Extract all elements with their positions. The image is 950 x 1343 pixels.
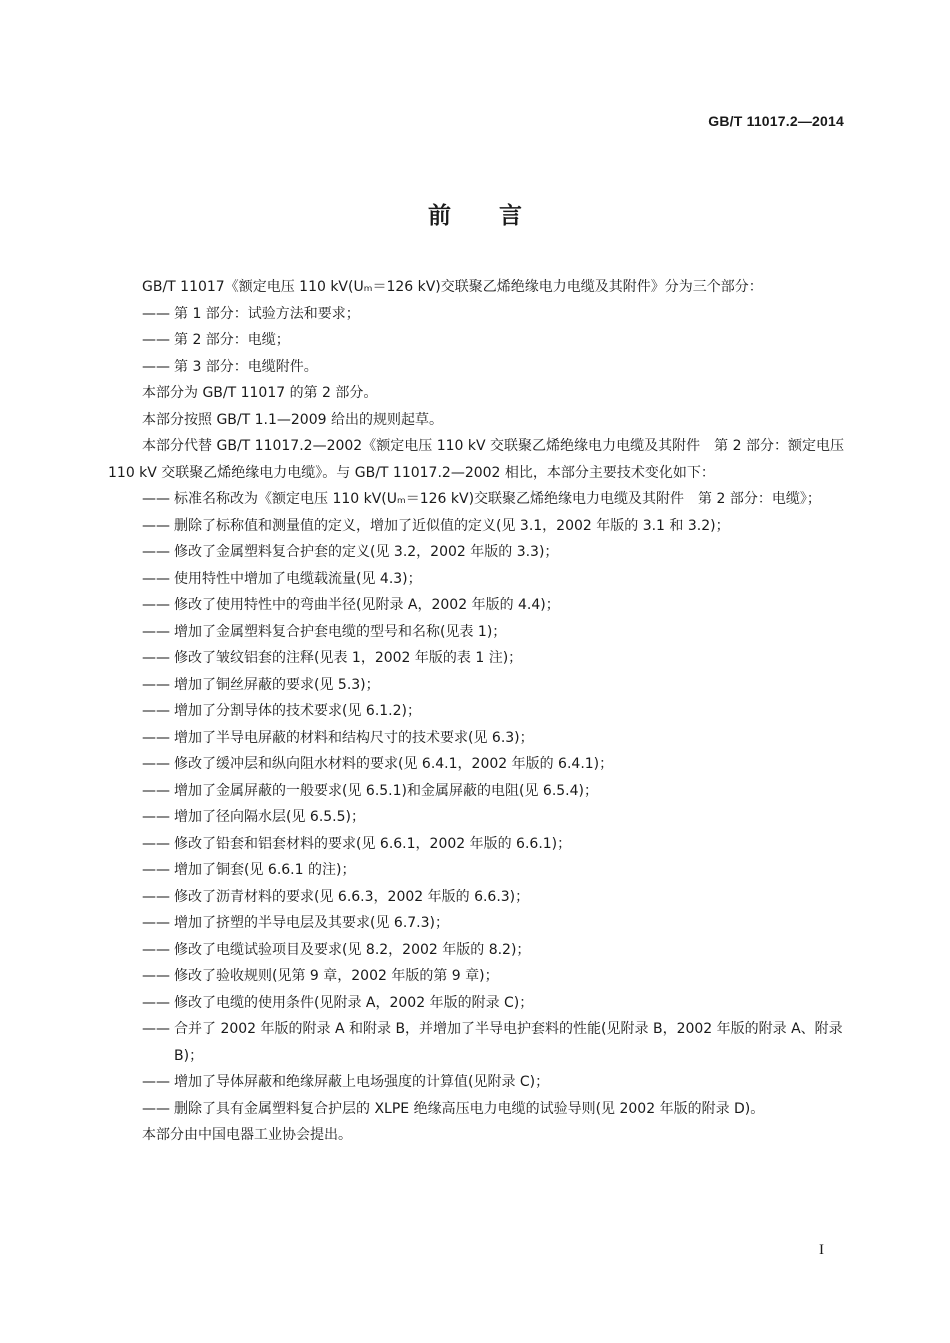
dash-glyph: —— bbox=[142, 623, 170, 640]
dash-glyph: —— bbox=[142, 862, 170, 878]
dash-glyph: —— bbox=[142, 941, 170, 958]
paragraph: 本部分代替 GB/T 11017.2—2002《额定电压 110 kV 交联聚乙烯绝缘电力电缆及其附件 第 2 部分：额定电压 110 kV 交联聚乙烯绝缘电力电缆》。与 GB/T 11017.2—2002 相比，本部分主要技术变化如下： bbox=[108, 438, 844, 481]
list-item: —— 修改了铅套和铝套材料的要求(见 6.6.1，2002 年版的 6.6.1)； bbox=[108, 831, 844, 858]
dash-glyph: —— bbox=[142, 782, 170, 799]
list-item: —— 删除了标称值和测量值的定义，增加了近似值的定义(见 3.1，2002 年版的 3.1 和 3.2)； bbox=[108, 513, 844, 540]
list-item: —— 增加了导体屏蔽和绝缘屏蔽上电场强度的计算值(见附录 C)； bbox=[108, 1069, 844, 1096]
dash-glyph: —— bbox=[142, 544, 170, 560]
paragraph: 本部分为 GB/T 11017 的第 2 部分。 bbox=[142, 385, 378, 401]
list-item: —— 使用特性中增加了电缆载流量(见 4.3)； bbox=[108, 566, 844, 593]
list-item: —— 增加了金属屏蔽的一般要求(见 6.5.1)和金属屏蔽的电阻(见 6.5.4)； bbox=[108, 778, 844, 805]
dash-glyph: —— bbox=[142, 703, 170, 719]
dash-glyph: —— bbox=[142, 915, 170, 931]
dash-glyph: —— bbox=[142, 1021, 170, 1037]
list-item: —— 修改了金属塑料复合护套的定义(见 3.2，2002 年版的 3.3)； bbox=[108, 539, 844, 566]
list-item: —— 修改了电缆的使用条件(见附录 A，2002 年版的附录 C)； bbox=[108, 990, 844, 1017]
list-item: —— 修改了电缆试验项目及要求(见 8.2，2002 年版的 8.2)； bbox=[108, 937, 844, 964]
page-title: 前言 bbox=[428, 203, 570, 229]
dash-glyph: —— bbox=[142, 597, 170, 613]
list-item: —— 增加了挤塑的半导电层及其要求(见 6.7.3)； bbox=[108, 910, 844, 937]
list-item: —— 第 2 部分：电缆； bbox=[108, 327, 844, 354]
list-item: —— 合并了 2002 年版的附录 A 和附录 B，并增加了半导电护套料的性能(见附录 B，2002 年版的附录 A、附录 B)； bbox=[108, 1016, 844, 1069]
dash-glyph: —— bbox=[142, 332, 170, 348]
dash-glyph: —— bbox=[142, 888, 170, 905]
dash-glyph: —— bbox=[142, 729, 170, 746]
dash-glyph: —— bbox=[142, 809, 170, 825]
dash-glyph: —— bbox=[142, 650, 170, 666]
dash-glyph: —— bbox=[142, 756, 170, 772]
list-item: —— 第 3 部分：电缆附件。 bbox=[108, 354, 844, 381]
standard-code: GB/T 11017.2—2014 bbox=[708, 113, 844, 129]
list-item: —— 增加了金属塑料复合护套电缆的型号和名称(见表 1)； bbox=[108, 619, 844, 646]
dash-glyph: —— bbox=[142, 994, 170, 1011]
list-item: —— 增加了半导电屏蔽的材料和结构尺寸的技术要求(见 6.3)； bbox=[108, 725, 844, 752]
dash-glyph: —— bbox=[142, 517, 170, 534]
foreword-body bbox=[108, 274, 844, 1149]
page-number: I bbox=[819, 1242, 824, 1258]
intro-paragraph: GB/T 11017《额定电压 110 kV(Uₘ＝126 kV)交联聚乙烯绝缘电力电缆及其附件》分为三个部分： bbox=[142, 279, 763, 295]
dash-glyph: —— bbox=[142, 1074, 170, 1090]
list-item: —— 增加了铜丝屏蔽的要求(见 5.3)； bbox=[108, 672, 844, 699]
list-item: —— 删除了具有金属塑料复合护层的 XLPE 绝缘高压电力电缆的试验导则(见 2002 年版的附录 D)。 bbox=[108, 1096, 844, 1123]
dash-glyph: —— bbox=[142, 968, 170, 984]
list-item: —— 修改了验收规则(见第 9 章，2002 年版的第 9 章)； bbox=[108, 963, 844, 990]
dash-glyph: —— bbox=[142, 1100, 170, 1117]
list-item: —— 第 1 部分：试验方法和要求； bbox=[108, 301, 844, 328]
dash-glyph: —— bbox=[142, 491, 170, 507]
closing-paragraph: 本部分由中国电器工业协会提出。 bbox=[142, 1127, 352, 1143]
list-item: —— 标准名称改为《额定电压 110 kV(Uₘ＝126 kV)交联聚乙烯绝缘电力电缆及其附件 第 2 部分：电缆》； bbox=[108, 486, 844, 513]
paragraph: 本部分按照 GB/T 1.1—2009 给出的规则起草。 bbox=[142, 411, 443, 428]
dash-glyph: —— bbox=[142, 305, 170, 322]
list-item: —— 增加了铜套(见 6.6.1 的注)； bbox=[108, 857, 844, 884]
dash-glyph: —— bbox=[142, 570, 170, 587]
changes-list bbox=[108, 486, 844, 1122]
list-item: —— 修改了皱纹铝套的注释(见表 1，2002 年版的表 1 注)； bbox=[108, 645, 844, 672]
list-item: —— 修改了缓冲层和纵向阻水材料的要求(见 6.4.1，2002 年版的 6.4.1)； bbox=[108, 751, 844, 778]
dash-glyph: —— bbox=[142, 676, 170, 693]
dash-glyph: —— bbox=[142, 358, 170, 375]
list-item: —— 增加了径向隔水层(见 6.5.5)； bbox=[108, 804, 844, 831]
list-item: —— 修改了使用特性中的弯曲半径(见附录 A，2002 年版的 4.4)； bbox=[108, 592, 844, 619]
list-item: —— 修改了沥青材料的要求(见 6.6.3，2002 年版的 6.6.3)； bbox=[108, 884, 844, 911]
list-item: —— 增加了分割导体的技术要求(见 6.1.2)； bbox=[108, 698, 844, 725]
dash-glyph: —— bbox=[142, 835, 170, 852]
